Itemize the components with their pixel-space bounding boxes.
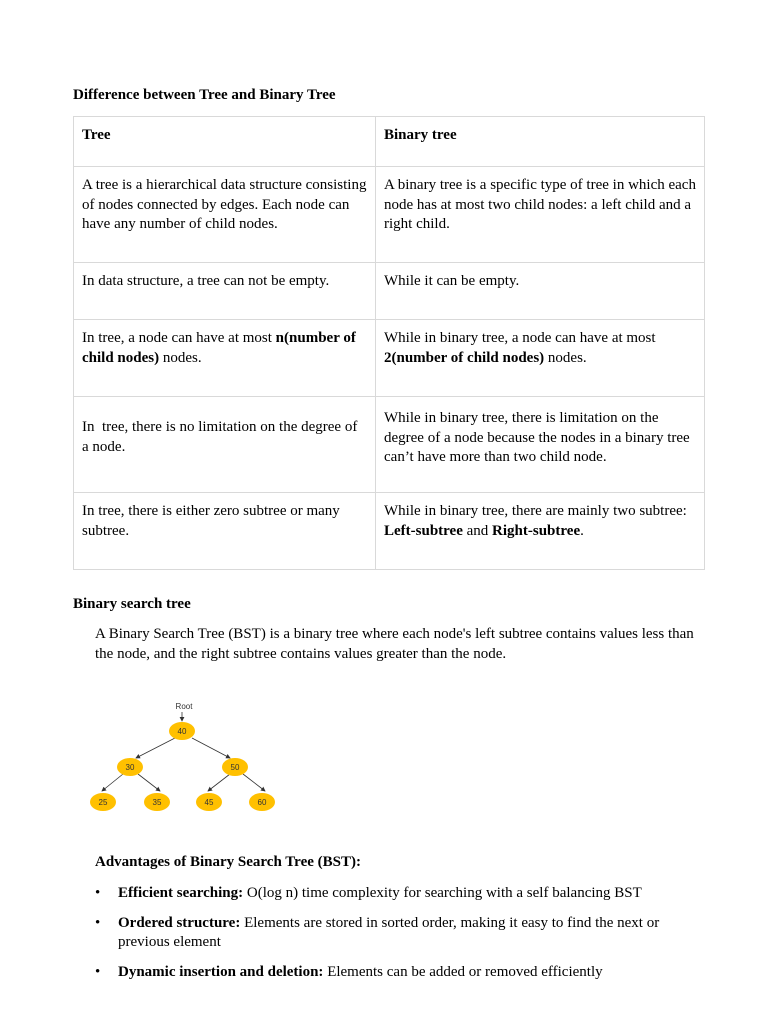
advantage-text: O(log n) time complexity for searching with a self balancing BST	[243, 885, 642, 901]
table-cell	[74, 320, 376, 397]
bold-text: n(number of child nodes)	[82, 330, 356, 366]
tree-node-left	[117, 758, 143, 776]
table-cell	[376, 320, 705, 397]
list-item	[95, 884, 705, 904]
cell-tree-subtree: In tree, there is either zero subtree or many subtree.	[82, 503, 340, 539]
table-row	[74, 167, 705, 263]
edge-40-30	[136, 738, 175, 758]
text-segment: nodes.	[159, 349, 202, 366]
table-row	[74, 397, 705, 493]
text-segment: While in binary tree, a node can have at most	[384, 330, 656, 346]
text-segment: While in binary tree, there are mainly two subtree:	[384, 503, 687, 519]
tree-node-root	[169, 722, 195, 740]
advantages-heading: Advantages of Binary Search Tree (BST):	[95, 854, 361, 870]
section-title-tree-vs-binary: Difference between Tree and Binary Tree	[73, 87, 336, 103]
edge-50-60	[243, 774, 265, 791]
bullet-icon: •	[95, 885, 101, 901]
cell-binary-definition: A binary tree is a specific type of tree in which each node has at most two child nodes: a left child and a right child.	[384, 177, 696, 232]
advantages-list	[95, 884, 705, 992]
comparison-table	[73, 116, 705, 570]
table-header-row	[74, 117, 705, 167]
table-cell	[74, 493, 376, 570]
cell-tree-empty: In data structure, a tree can not be empty.	[82, 273, 330, 289]
table-row	[74, 263, 705, 320]
tree-node-right-right	[249, 793, 275, 811]
advantage-label: Efficient searching:	[118, 885, 244, 901]
list-item	[95, 914, 705, 953]
text-segment: nodes.	[544, 349, 587, 366]
edge-30-35	[138, 774, 160, 791]
edge-40-50	[192, 738, 230, 758]
node-label: 45	[204, 798, 214, 807]
table-cell	[376, 167, 705, 263]
header-binary-tree: Binary tree	[384, 127, 457, 143]
advantage-label: Ordered structure:	[118, 914, 241, 931]
advantage-label: Dynamic insertion and deletion:	[118, 963, 324, 980]
table-row	[74, 493, 705, 570]
node-label: 60	[257, 798, 267, 807]
tree-node-right-left	[196, 793, 222, 811]
cell-binary-child-count	[376, 320, 704, 368]
header-tree: Tree	[82, 127, 111, 143]
table-cell	[376, 397, 705, 493]
table-header-cell	[376, 117, 705, 167]
advantage-text: Elements can be added or removed efficiently	[323, 963, 603, 980]
table-header-cell	[74, 117, 376, 167]
cell-tree-degree: In tree, there is no limitation on the degree of a node.	[82, 419, 362, 455]
table-cell	[376, 263, 705, 320]
bullet-icon: •	[95, 963, 101, 980]
section-title-bst: Binary search tree	[73, 596, 191, 612]
table-cell	[376, 493, 705, 570]
bold-text: 2(number of child nodes)	[384, 349, 545, 366]
tree-node-right	[222, 758, 248, 776]
root-label: Root	[175, 702, 193, 711]
text-segment: In tree, a node can have at most	[82, 330, 276, 346]
node-label: 25	[98, 798, 108, 807]
node-label: 50	[230, 763, 240, 772]
tree-node-left-right	[144, 793, 170, 811]
edge-30-25	[102, 774, 123, 791]
cell-binary-empty: While it can be empty.	[384, 273, 520, 289]
cell-binary-subtree	[376, 493, 704, 541]
cell-binary-degree: While in binary tree, there is limitation on the degree of a node because the nodes in a binary tree can’t have more than two child node.	[384, 410, 690, 465]
bold-text: Right-subtree	[492, 522, 581, 539]
node-label: 35	[152, 798, 162, 807]
edge-50-45	[208, 774, 230, 791]
advantage-text: Elements are stored in sorted order, making it easy to find the next or previous element	[118, 914, 660, 950]
cell-tree-child-count	[74, 320, 375, 368]
table-cell	[74, 397, 376, 493]
table-row	[74, 320, 705, 397]
bst-description: A Binary Search Tree (BST) is a binary tree where each node's left subtree contains values less than the node, and the right subtree contains values greater than the node.	[95, 626, 694, 662]
bold-text: Left-subtree	[384, 522, 463, 539]
bullet-icon: •	[95, 914, 101, 931]
cell-tree-definition: A tree is a hierarchical data structure consisting of nodes connected by edges. Each node can have any number of child nodes.	[82, 177, 367, 232]
bst-diagram	[86, 697, 286, 821]
tree-node-left-left	[90, 793, 116, 811]
text-segment: and	[462, 522, 493, 539]
node-label: 40	[177, 727, 187, 736]
table-cell	[74, 263, 376, 320]
table-cell	[74, 167, 376, 263]
text-segment: .	[580, 522, 584, 539]
node-label: 30	[125, 763, 135, 772]
list-item	[95, 963, 705, 983]
